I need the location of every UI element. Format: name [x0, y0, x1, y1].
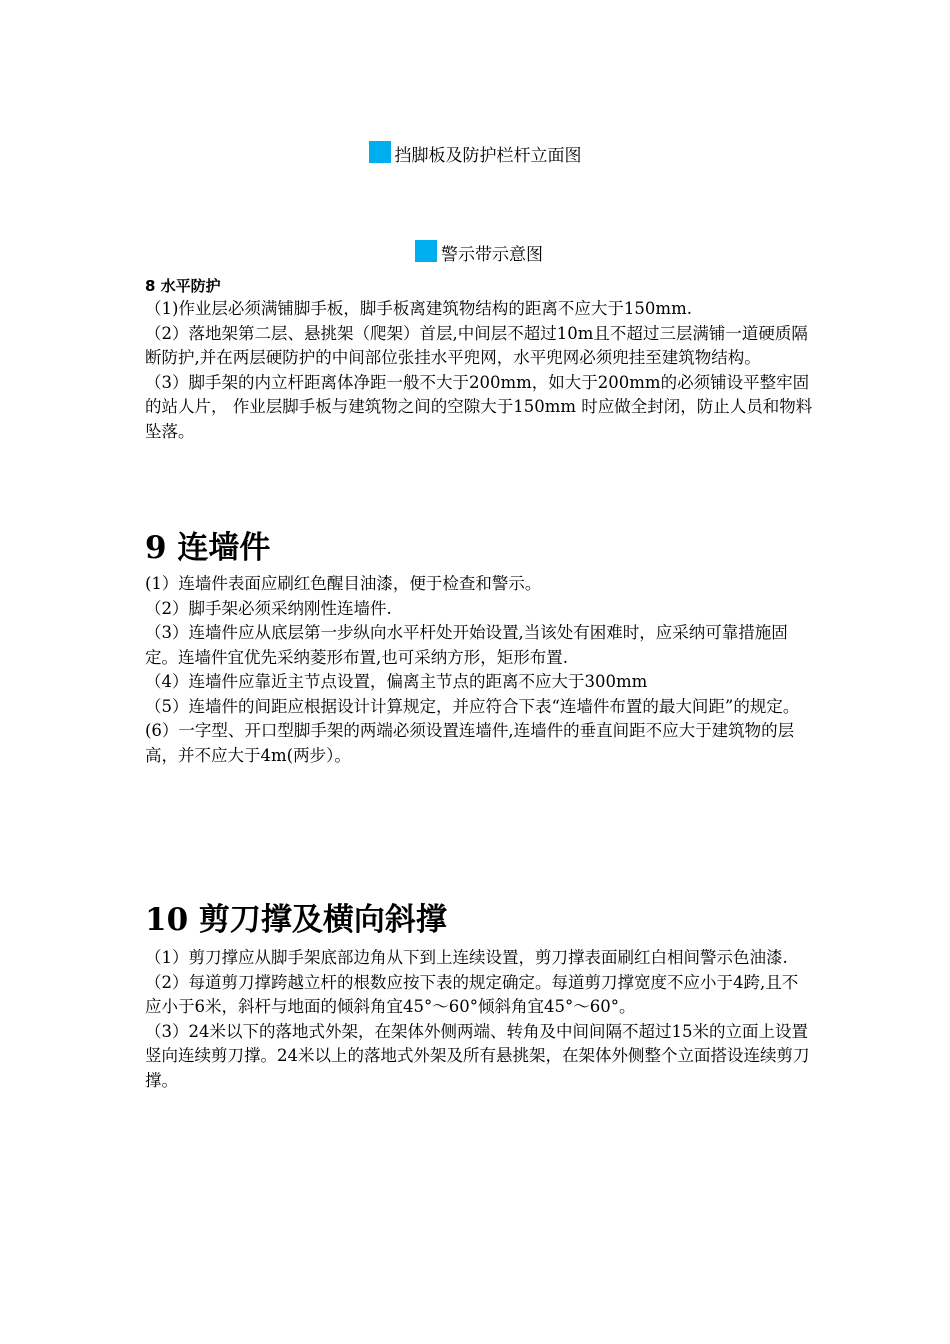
paragraph: （5）连墙件的间距应根据设计计算规定，并应符合下表“连墙件布置的最大间距”的规定。: [145, 696, 800, 716]
paragraph: （2）落地架第二层、悬挑架（爬架）首层,中间层不超过10m且不超过三层满铺一道硬质隔断防护,并在两层硬防护的中间部位张挂水平兜网，水平兜网必须兜挂至建筑物结构。: [145, 323, 808, 367]
paragraph: （3）脚手架的内立杆距离体净距一般不大于200mm，如大于200mm的必须铺设平整牢固的站人片， 作业层脚手板与建筑物之间的空隙大于150mm 时应做全封闭，防止人员和物料坠落。: [145, 372, 813, 441]
figure-caption-warning-tape: [0, 240, 950, 267]
section-8: [145, 275, 813, 444]
section-heading-9: 9 连墙件: [145, 530, 271, 566]
section-heading-10: 10 剪刀撑及横向斜撑: [145, 902, 447, 938]
image-placeholder-icon: [369, 141, 391, 163]
caption-text: 警示带示意图: [441, 245, 543, 265]
section-9: [145, 572, 813, 768]
section-10: [145, 946, 813, 1093]
paragraph: （4）连墙件应靠近主节点设置，偏离主节点的距离不应大于300mm: [145, 672, 648, 691]
paragraph: （2）脚手架必须采纳刚性连墙件.: [145, 598, 392, 618]
paragraph: （1）剪刀撑应从脚手架底部边角从下到上连续设置，剪刀撑表面刷红白相间警示色油漆.: [145, 948, 788, 967]
caption-text: 挡脚板及防护栏杆立面图: [394, 146, 582, 166]
figure-caption-guardrail: [0, 141, 950, 168]
paragraph: (6）一字型、开口型脚手架的两端必须设置连墙件,连墙件的垂直间距不应大于建筑物的层高，并不应大于4m(两步）。: [145, 721, 795, 765]
image-placeholder-icon: [415, 240, 437, 262]
paragraph: （1)作业层必须满铺脚手板，脚手板离建筑物结构的距离不应大于150mm.: [145, 299, 692, 318]
paragraph: （3）24米以下的落地式外架，在架体外侧两端、转角及中间间隔不超过15米的立面上设置竖向连续剪刀撑。24米以上的落地式外架及所有悬挑架，在架体外侧整个立面搭设连续剪刀撑。: [145, 1021, 810, 1090]
paragraph: （3）连墙件应从底层第一步纵向水平杆处开始设置,当该处有困难时，应采纳可靠措施固定。连墙件宜优先采纳菱形布置,也可采纳方形，矩形布置.: [145, 623, 788, 667]
paragraph: (1）连墙件表面应刷红色醒目油漆，便于检查和警示。: [145, 574, 542, 593]
section-heading: 8 水平防护: [145, 277, 221, 295]
paragraph: （2）每道剪刀撑跨越立杆的根数应按下表的规定确定。每道剪刀撑宽度不应小于4跨,且不应小于6米，斜杆与地面的倾斜角宜45°～60°倾斜角宜45°～60°。: [145, 972, 799, 1016]
